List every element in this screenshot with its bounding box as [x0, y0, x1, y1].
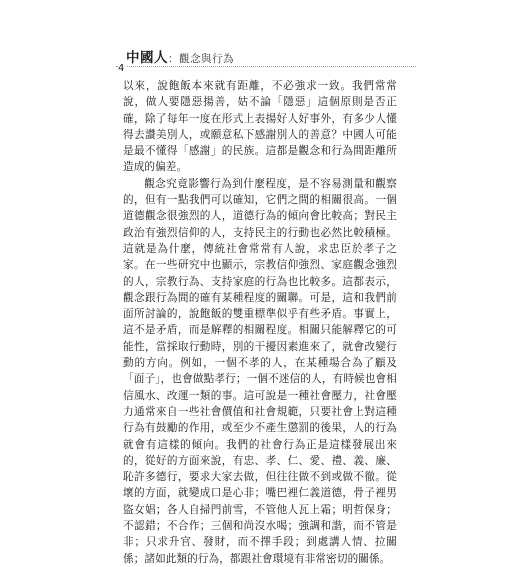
body-text [123, 78, 397, 567]
page-number: 4 [118, 63, 125, 74]
book-subtitle: 觀念與行為 [179, 53, 234, 65]
running-header [126, 46, 234, 66]
header-rule [116, 66, 416, 67]
paragraph-1: 以來，說飽飯本來就有距離，不必強求一致。我們常常說，做人要隱惡揚善，姑不論「隱惡」這個原則是否正確，除了每年一度在形式上表揚好人好事外，有多少人懂得去讚美別人，或願意私下感謝別人的善意？中國人可能是最不懂得「感謝」的民族。這都是觀念和行為間距離所造成的偏差。 [123, 80, 397, 174]
book-title: 中國人 [126, 50, 168, 66]
header-separator: ： [168, 53, 179, 65]
paragraph-2: 觀念究竟影響行為到什麼程度，是不容易測量和觀察的，但有一點我們可以確知，它們之間的相關很高。一個道德觀念很強烈的人，道德行為的傾向會比較高；對民主政治有強烈信仰的人，支持民主的行動也必然比較積極。這就是為什麼，傳統社會常常有人說，求忠臣於孝子之家。在一些研究中也顯示，宗教信仰強烈、家庭觀念強烈的人，宗教行為、支持家庭的行為也比較多。這都表示，觀念跟行為間的確有某種程度的關聯。可是，這和我們前面所討論的，說飽飯的雙重標準似乎有些矛盾。事實上，這不是矛盾，而是解釋的相關程度。相關只能解釋它的可能性，當採取行動時，別的干擾因素進來了，就會改變行動的方向。例如，一個不孝的人，在某種場合為了顧及「面子」，也會做點孝行；一個不迷信的人，有時候也會相信風水、改運一類的事。這可說是一種社會壓力，社會壓力通常來自一些社會價值和社會規範，只要社會上對這種行為有鼓勵的作用，或至少不產生懲罰的後果，人的行為就會有這樣的傾向。我們的社會行為正是這樣發展出來的，從好的方面來說，有忠、孝、仁、愛、禮、義、廉、恥許多德行，要求大家去做，但往往做不到或做不徹。從壞的方面，就變成口是心非；嘴巴裡仁義道德，骨子裡男盜女娼；各人自掃門前雪，不管他人瓦上霜；明哲保身；不認錯；不合作；三個和尚沒水喝；強調和諧，而不管是非；只求升官、發財，而不擇手段；到處講人情、拉關係；諸如此類的行為，都跟社會環境有非常密切的關係。 [123, 177, 397, 565]
